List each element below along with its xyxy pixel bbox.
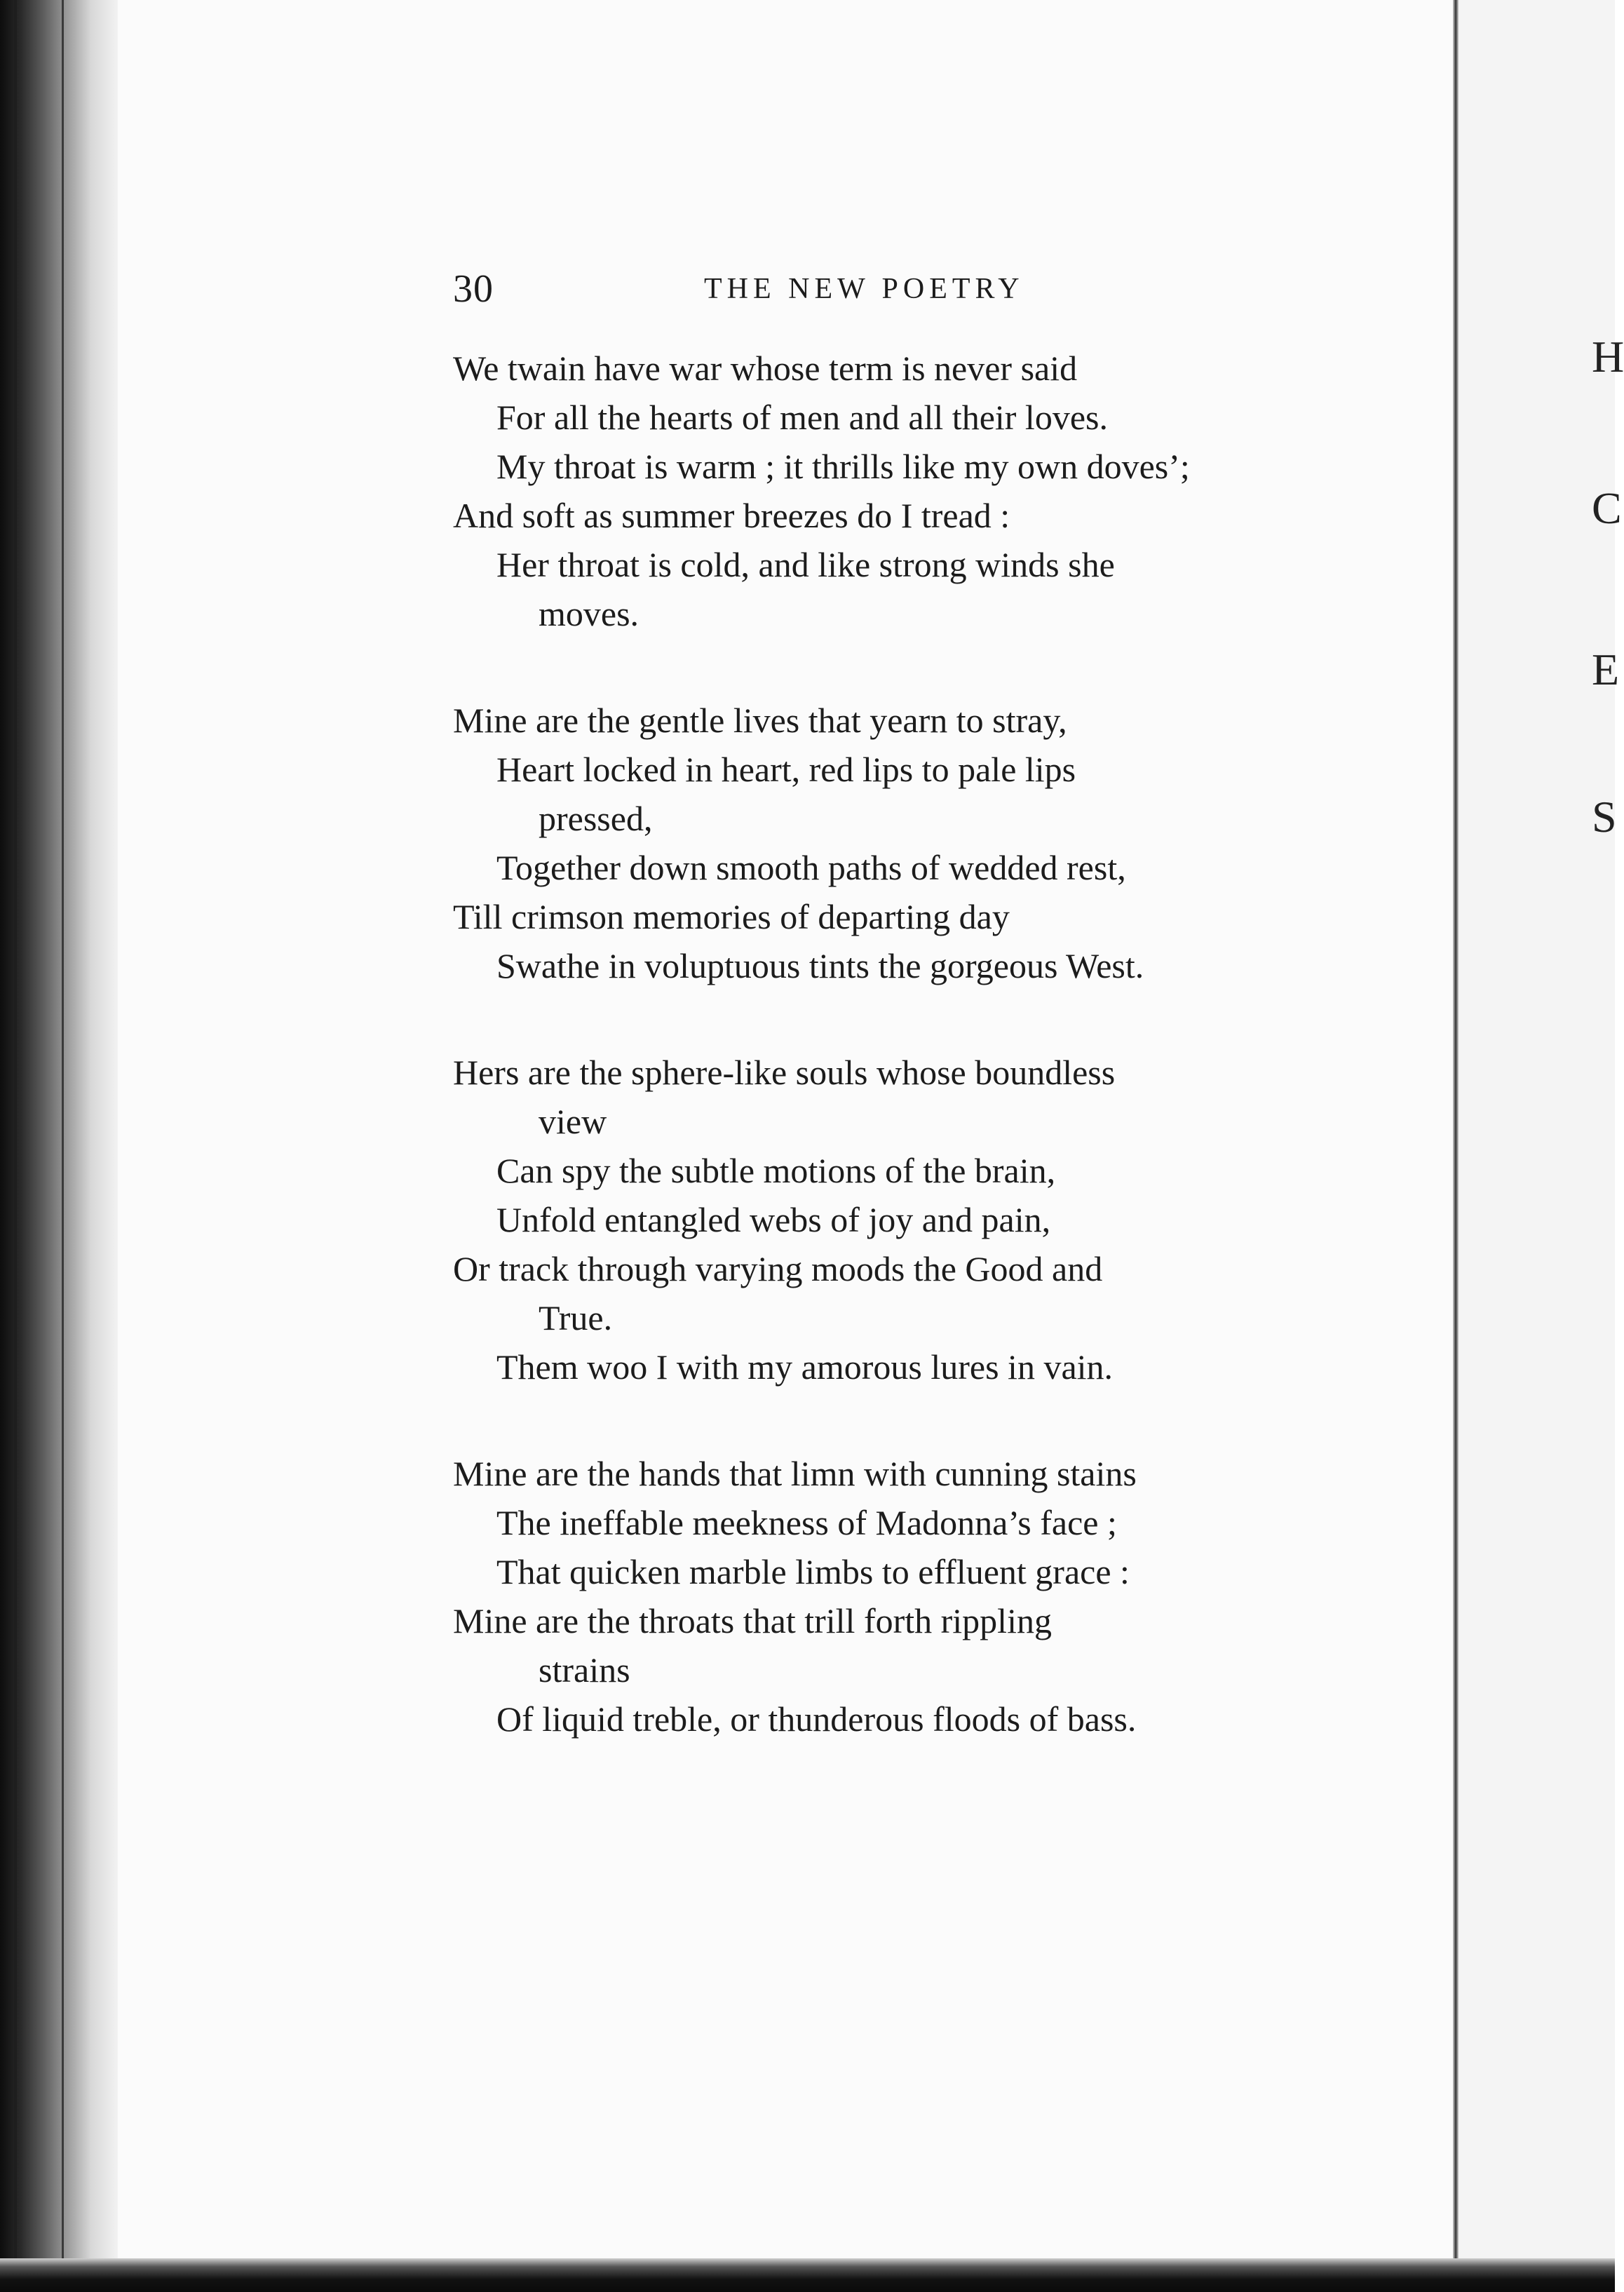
stanza: [453, 344, 1337, 638]
stanza: [453, 1449, 1337, 1744]
poem-line: Till crimson memories of departing day: [453, 897, 1010, 936]
page-bottom-edge: [0, 2258, 1615, 2292]
poem-line: The ineffable meekness of Madonna’s face ;: [496, 1503, 1117, 1542]
facing-page-letter: H: [1592, 332, 1624, 382]
page-number: 30: [453, 267, 494, 311]
poem-line: Or track through varying moods the Good and: [453, 1249, 1103, 1288]
poem-line: And soft as summer breezes do I tread :: [453, 496, 1010, 535]
page-edge: [1453, 0, 1459, 2292]
binding-line: [62, 0, 64, 2292]
poem-line: Swathe in voluptuous tints the gorgeous West.: [496, 946, 1144, 985]
poem-line: moves.: [539, 594, 640, 633]
poem-line: Mine are the throats that trill forth rippling: [453, 1601, 1052, 1640]
poem-line: For all the hearts of men and all their loves.: [496, 398, 1108, 437]
poem-line: pressed,: [539, 799, 653, 838]
poem: [453, 344, 1337, 1801]
facing-page-letter: E: [1592, 645, 1620, 694]
poem-line: strains: [539, 1650, 630, 1690]
poem-line: Together down smooth paths of wedded rest,: [496, 848, 1126, 887]
poem-line: Heart locked in heart, red lips to pale lips: [496, 750, 1076, 789]
book-gutter: [0, 0, 118, 2292]
facing-page-letter: C: [1592, 483, 1622, 533]
poem-line: Her throat is cold, and like strong winds she: [496, 545, 1115, 584]
binding-line: [14, 0, 17, 2292]
poem-line: Can spy the subtle motions of the brain,: [496, 1151, 1056, 1190]
poem-line: Unfold entangled webs of joy and pain,: [496, 1200, 1051, 1239]
stanza: [453, 696, 1337, 990]
poem-line: Mine are the hands that limn with cunning stains: [453, 1454, 1137, 1493]
facing-page-letter: S: [1592, 792, 1617, 842]
poem-line: My throat is warm ; it thrills like my own doves’;: [496, 447, 1190, 486]
poem-line: Mine are the gentle lives that yearn to stray,: [453, 701, 1067, 740]
poem-line: We twain have war whose term is never said: [453, 349, 1078, 388]
running-title: THE NEW POETRY: [704, 273, 1024, 305]
poem-line: view: [539, 1102, 607, 1141]
poem-line: True.: [539, 1298, 613, 1337]
poem-line: That quicken marble limbs to effluent grace :: [496, 1552, 1130, 1591]
poem-line: Of liquid treble, or thunderous floods of bass.: [496, 1699, 1137, 1739]
poem-line: Them woo I with my amorous lures in vain.: [496, 1347, 1114, 1387]
stanza: [453, 1048, 1337, 1391]
poem-line: Hers are the sphere-like souls whose boundless: [453, 1053, 1116, 1092]
